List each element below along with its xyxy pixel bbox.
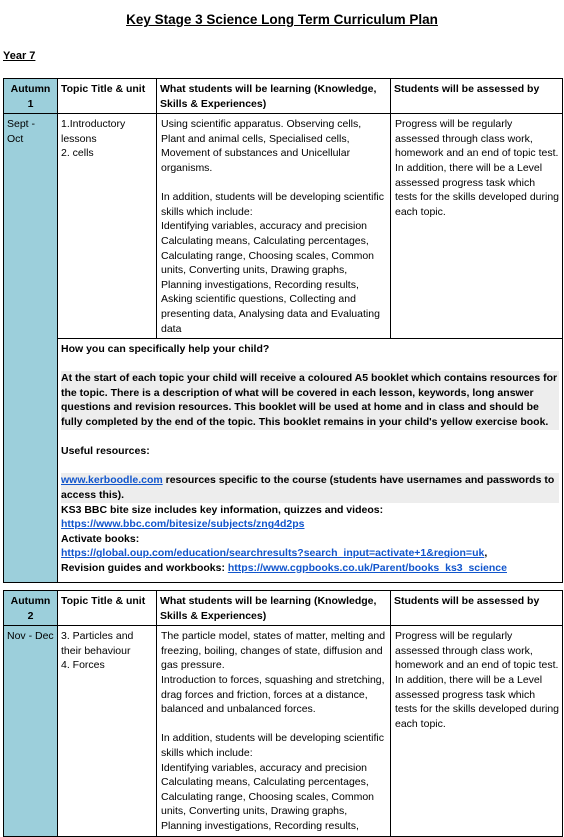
- revision-line: [61, 561, 559, 576]
- skills-intro: In addition, students will be developing scientific skills which include:: [161, 732, 384, 759]
- revision-link[interactable]: https://www.cgpbooks.co.uk/Parent/books_ks3_science: [227, 562, 507, 574]
- learning-intro-forces: Introduction to forces, squashing and stretching, drag forces and friction, forces at a distance, balanced and unbalanced forces.: [161, 673, 385, 716]
- assessed-header: Students will be assessed by: [391, 79, 563, 114]
- booklet-text: At the start of each topic your child will receive a coloured A5 booklet which contains resources for the topic. There is a description of what will be covered in each lesson, keywords, long answer questions and revision resources. This booklet will be used at home and in class and should be fully completed by the end of the topic. This booklet remains in your child's yellow exercise book.: [61, 372, 558, 429]
- term-cell: Autumn 1: [4, 79, 58, 114]
- autumn1-table: [3, 78, 563, 583]
- activate-label: Activate books:: [61, 532, 140, 545]
- learning-intro: The particle model, states of matter, melting and freezing, boiling, changes of state, diffusion and gas pressure.: [161, 630, 386, 672]
- topic-item: 4. Forces: [61, 659, 105, 672]
- kerboodle-link[interactable]: www.kerboodle.com: [61, 474, 163, 487]
- learning-cell: [157, 114, 391, 339]
- kerboodle-text: resources specific to the course (students have usernames and passwords to access this).: [61, 474, 555, 502]
- assessed-header: Students will be assessed by: [391, 591, 563, 626]
- topics-cell: [58, 626, 157, 836]
- skills-intro: In addition, students will be developing scientific skills which include:: [161, 191, 384, 218]
- topic-item: 2. cells: [61, 147, 94, 160]
- months-cell: Sept - Oct: [4, 114, 58, 582]
- autumn2-table: [3, 590, 563, 837]
- bbc-label: KS3 BBC bite size includes key information, quizzes and videos:: [61, 503, 384, 516]
- learning-intro: Using scientific apparatus. Observing cells, Plant and animal cells, Specialised cells, Movement of substances and Unicellular organisms.: [161, 118, 362, 174]
- revision-label: Revision guides and workbooks:: [61, 562, 228, 574]
- topic-item: 1.Introductory lessons: [61, 118, 126, 145]
- months-cell: Nov - Dec: [4, 626, 58, 836]
- year-heading: Year 7: [3, 50, 36, 62]
- skills-list: Identifying variables, accuracy and precision Calculating means, Calculating percentages, Calculating range, Choosing scales, Common units, Converting units, Drawing graphs, Planning investigations, Recording results,: [161, 761, 375, 832]
- topic-header: Topic Title & unit: [58, 591, 157, 626]
- assessment-cell: Progress will be regularly assessed through class work, homework and an end of topic test. In addition, there will be a Level assessed progress task which tests for the skills developed during each topic.: [391, 114, 563, 339]
- activate-link[interactable]: https://global.oup.com/education/searchresults?search_input=activate+1&region=uk: [61, 547, 485, 560]
- learning-cell: [157, 626, 391, 836]
- kerboodle-line: [61, 473, 559, 502]
- page-title: Key Stage 3 Science Long Term Curriculum Plan: [126, 12, 438, 27]
- skills-list: Identifying variables, accuracy and precision Calculating means, Calculating percentages, Calculating range, Choosing scales, Common units, Converting units, Drawing graphs, Planning investigations, Recording results, Asking scientific questions, Collecting and presenting data, Analysing data and Evaluating data: [161, 220, 380, 335]
- help-cell: [58, 339, 563, 583]
- term-cell: Autumn 2: [4, 591, 58, 626]
- learning-header: What students will be learning (Knowledge, Skills & Experiences): [157, 591, 391, 626]
- topics-cell: [58, 114, 157, 339]
- topic-item: 3. Particles and their behaviour: [61, 630, 134, 657]
- bbc-link[interactable]: https://www.bbc.com/bitesize/subjects/zng4d2ps: [61, 518, 305, 531]
- help-heading: How you can specifically help your child?: [61, 343, 270, 356]
- topic-header: Topic Title & unit: [58, 79, 157, 114]
- activate-after: ,: [484, 547, 488, 560]
- useful-resources-label: Useful resources:: [61, 445, 150, 458]
- learning-header: What students will be learning (Knowledge, Skills & Experiences): [157, 79, 391, 114]
- assessment-cell: Progress will be regularly assessed through class work, homework and an end of topic test. In addition, there will be a Level assessed progress task which tests for the skills developed during each topic.: [391, 626, 563, 836]
